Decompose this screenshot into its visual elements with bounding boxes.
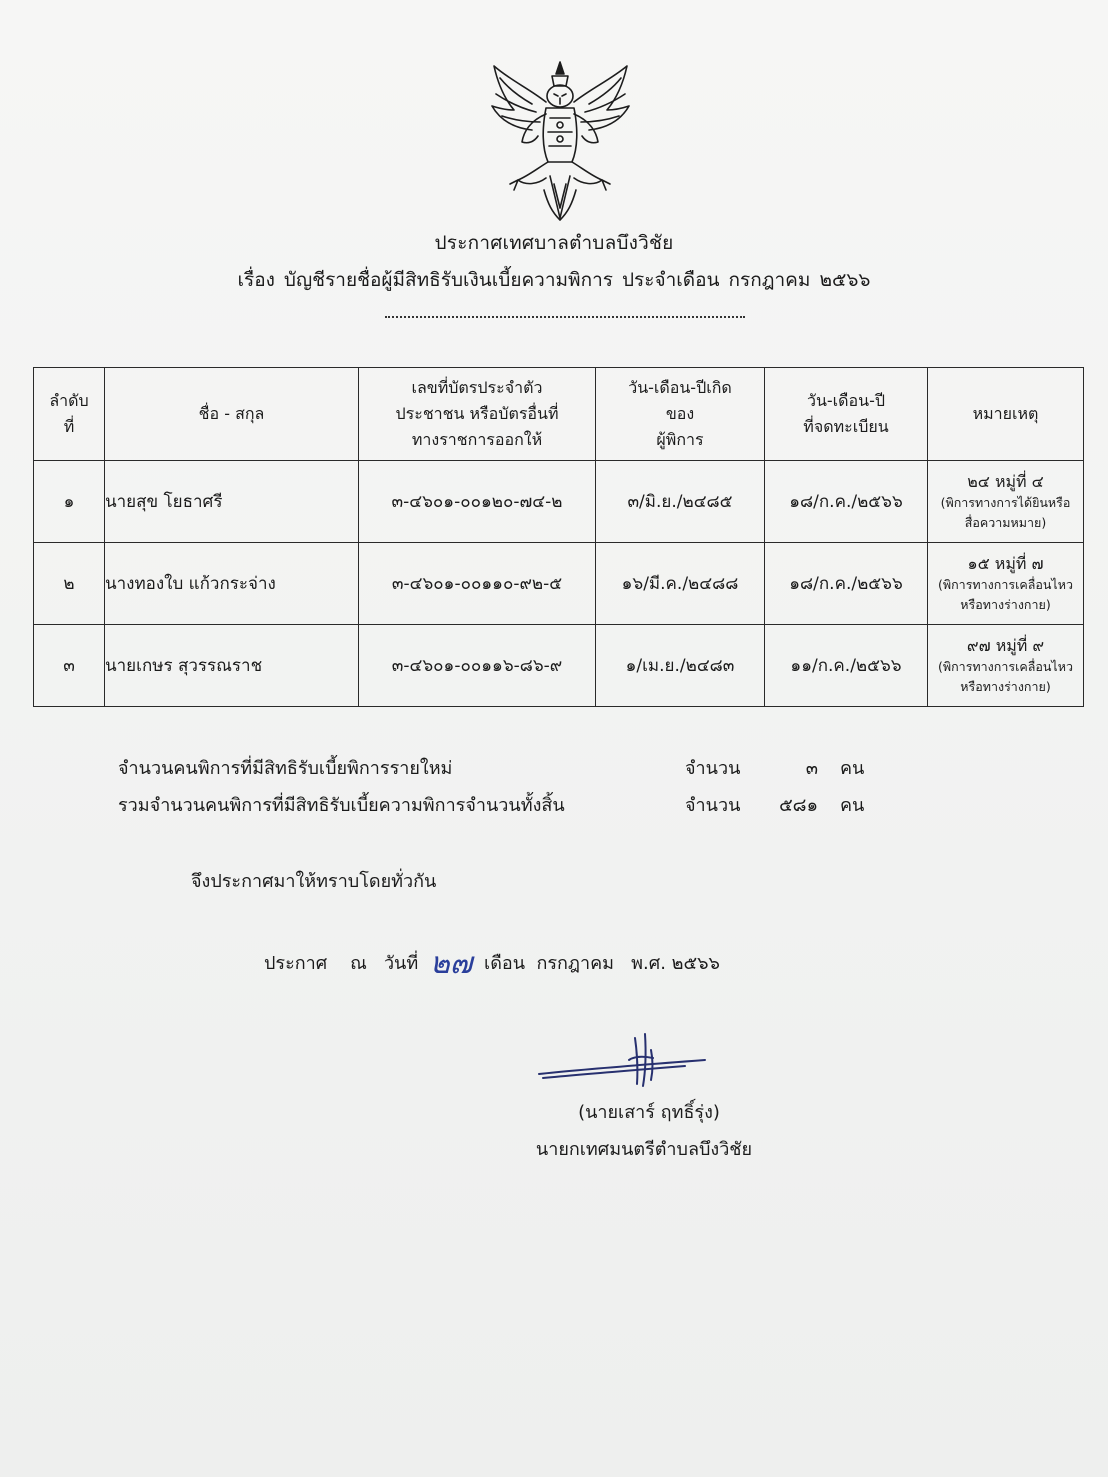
header-birth: วัน-เดือน-ปีเกิด ของ ผู้พิการ — [596, 368, 765, 461]
cell-name: นางทองใบ แก้วกระจ่าง — [105, 543, 359, 625]
cell-registered: ๑๑/ก.ค./๒๕๖๖ — [765, 625, 928, 707]
summary-total — [118, 790, 898, 820]
table-header-row — [34, 368, 1084, 461]
header-name: ชื่อ - สกุล — [105, 368, 359, 461]
note-type-cont: สื่อความหมาย) — [964, 514, 1047, 530]
cell-registered: ๑๘/ก.ค./๒๕๖๖ — [765, 543, 928, 625]
signer-name: (นายเสาร์ ฤทธิ์รุ่ง) — [578, 1102, 720, 1123]
note-type-cont: หรือทางร่างกาย) — [960, 596, 1051, 612]
note-address: ๒๔ หมู่ที่ ๔ — [967, 471, 1044, 491]
note-type: (พิการทางการเคลื่อนไหว — [938, 576, 1073, 592]
date-day: ๒๗ — [429, 946, 473, 981]
cell-birth: ๑/เม.ย./๒๔๘๓ — [596, 625, 765, 707]
summary-new-label: จำนวนคนพิการที่มีสิทธิรับเบี้ยพิการรายใหม่ — [118, 758, 453, 779]
cell-name: นายสุข โยธาศรี — [105, 461, 359, 543]
cell-note — [928, 625, 1084, 707]
document-subject: เรื่อง บัญชีรายชื่อผู้มีสิทธิรับเงินเบี้ยความพิการ ประจำเดือน กรกฎาคม ๒๕๖๖ — [237, 269, 871, 291]
cell-registered: ๑๘/ก.ค./๒๕๖๖ — [765, 461, 928, 543]
cell-birth: ๓/มิ.ย./๒๔๘๕ — [596, 461, 765, 543]
cell-note — [928, 461, 1084, 543]
note-type: (พิการทางการเคลื่อนไหว — [938, 658, 1073, 674]
note-address: ๙๗ หมู่ที่ ๙ — [966, 635, 1045, 655]
signature-icon — [535, 1030, 710, 1090]
summary-total-word: จำนวน — [685, 795, 741, 816]
summary-new — [118, 753, 898, 783]
note-address: ๑๕ หมู่ที่ ๗ — [967, 553, 1044, 573]
table-row — [34, 461, 1084, 543]
summary-new-value: ๓ — [805, 758, 818, 779]
table-row — [34, 543, 1084, 625]
header-note: หมายเหตุ — [928, 368, 1084, 461]
cell-no: ๓ — [34, 625, 105, 707]
signer-position: นายกเทศมนตรีตำบลบึงวิชัย — [535, 1139, 753, 1160]
date-prefix: ประกาศ ณ วันที่ — [264, 953, 419, 974]
document-title: ประกาศเทศบาลตำบลบึงวิชัย — [434, 232, 674, 254]
cell-note — [928, 543, 1084, 625]
garuda-emblem-icon — [488, 58, 633, 223]
cell-id: ๓-๔๖๐๑-๐๐๑๑๖-๘๖-๙ — [359, 625, 596, 707]
note-type-cont: หรือทางร่างกาย) — [960, 678, 1051, 694]
dotted-divider — [385, 316, 745, 318]
date-suffix: เดือน กรกฎาคม พ.ศ. ๒๕๖๖ — [484, 953, 720, 974]
beneficiary-table — [33, 367, 1084, 707]
summary-new-word: จำนวน — [685, 758, 741, 779]
summary-total-unit: คน — [840, 795, 865, 816]
announcement-date — [264, 940, 720, 987]
header-no: ลำดับ ที่ — [34, 368, 105, 461]
summary-total-value: ๕๘๑ — [779, 795, 818, 816]
table-row — [34, 625, 1084, 707]
cell-name: นายเกษร สุวรรณราช — [105, 625, 359, 707]
cell-id: ๓-๔๖๐๑-๐๐๑๑๐-๙๒-๕ — [359, 543, 596, 625]
note-type: (พิการทางการได้ยินหรือ — [940, 494, 1071, 510]
summary-new-unit: คน — [840, 758, 865, 779]
summary-total-label: รวมจำนวนคนพิการที่มีสิทธิรับเบี้ยความพิการจำนวนทั้งสิ้น — [118, 795, 565, 816]
cell-no: ๑ — [34, 461, 105, 543]
cell-id: ๓-๔๖๐๑-๐๐๑๒๐-๗๔-๒ — [359, 461, 596, 543]
header-id: เลขที่บัตรประจำตัว ประชาชน หรือบัตรอื่นที่ ทางราชการออกให้ — [359, 368, 596, 461]
cell-birth: ๑๖/มี.ค./๒๔๘๘ — [596, 543, 765, 625]
header-registered: วัน-เดือน-ปี ที่จดทะเบียน — [765, 368, 928, 461]
announcement-text: จึงประกาศมาให้ทราบโดยทั่วกัน — [191, 871, 437, 892]
cell-no: ๒ — [34, 543, 105, 625]
